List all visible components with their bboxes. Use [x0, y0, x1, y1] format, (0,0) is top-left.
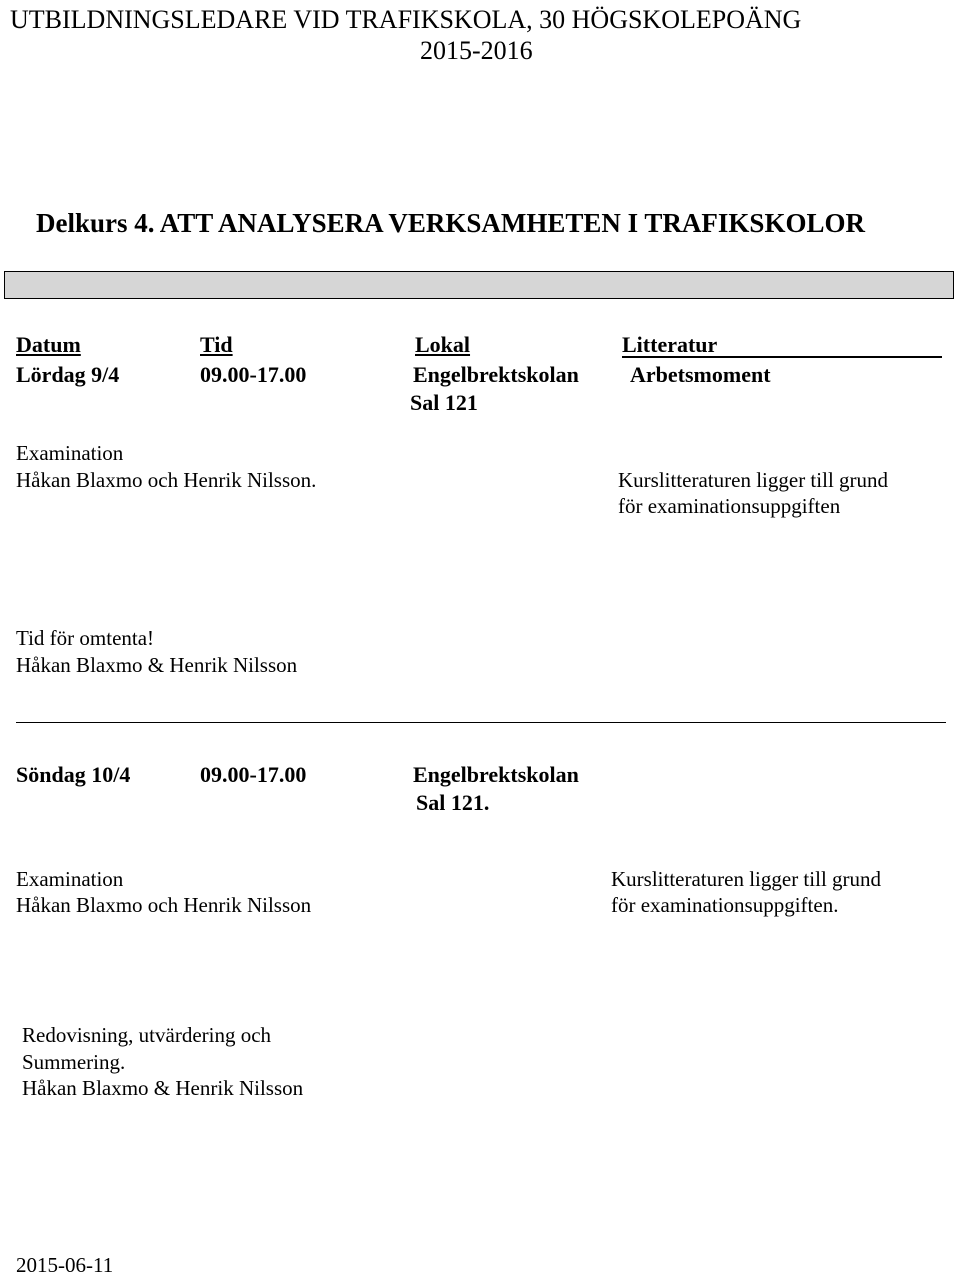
gray-divider-bar — [4, 271, 954, 299]
session1-teachers: Håkan Blaxmo och Henrik Nilsson. — [16, 468, 317, 492]
session2-teachers: Håkan Blaxmo och Henrik Nilsson — [16, 893, 312, 917]
header-lokal: Lokal — [415, 332, 471, 357]
document-year: 2015-2016 — [420, 36, 533, 65]
session2-extra-line1: Redovisning, utvärdering och — [22, 1023, 272, 1047]
session2-time: 09.00-17.00 — [200, 762, 307, 787]
session1-litteratur: Arbetsmoment — [630, 362, 771, 387]
session2-room: Sal 121. — [416, 790, 490, 815]
session2-note-line2: för examinationsuppgiften. — [611, 893, 839, 917]
section-heading: Delkurs 4. ATT ANALYSERA VERKSAMHETEN I TRAFIKSKOLOR — [36, 208, 865, 238]
session1-date: Lördag 9/4 — [16, 362, 120, 387]
session2-extra-line2: Summering. — [22, 1050, 126, 1074]
session2-activity: Examination — [16, 867, 124, 891]
session1-activity: Examination — [16, 441, 124, 465]
session1-extra-line1: Tid för omtenta! — [16, 626, 155, 650]
session1-note-line1: Kurslitteraturen ligger till grund — [618, 468, 889, 492]
session1-time: 09.00-17.00 — [200, 362, 307, 387]
session1-extra-line2: Håkan Blaxmo & Henrik Nilsson — [16, 653, 298, 677]
document-title: UTBILDNINGSLEDARE VID TRAFIKSKOLA, 30 HÖGSKOLEPOÄNG — [10, 5, 802, 34]
session2-note-line1: Kurslitteraturen ligger till grund — [611, 867, 882, 891]
footer-date: 2015-06-11 — [16, 1253, 114, 1277]
session1-note-line2: för examinationsuppgiften — [618, 494, 841, 518]
header-litteratur: Litteratur — [622, 332, 718, 357]
session2-extra-line3: Håkan Blaxmo & Henrik Nilsson — [22, 1076, 304, 1100]
litteratur-underline — [622, 356, 942, 358]
header-datum: Datum — [16, 332, 81, 357]
session1-room: Sal 121 — [410, 390, 478, 415]
session2-venue: Engelbrektskolan — [413, 762, 579, 787]
session2-date: Söndag 10/4 — [16, 762, 131, 787]
horizontal-rule — [16, 722, 946, 723]
header-tid: Tid — [200, 332, 233, 357]
session1-venue: Engelbrektskolan — [413, 362, 579, 387]
